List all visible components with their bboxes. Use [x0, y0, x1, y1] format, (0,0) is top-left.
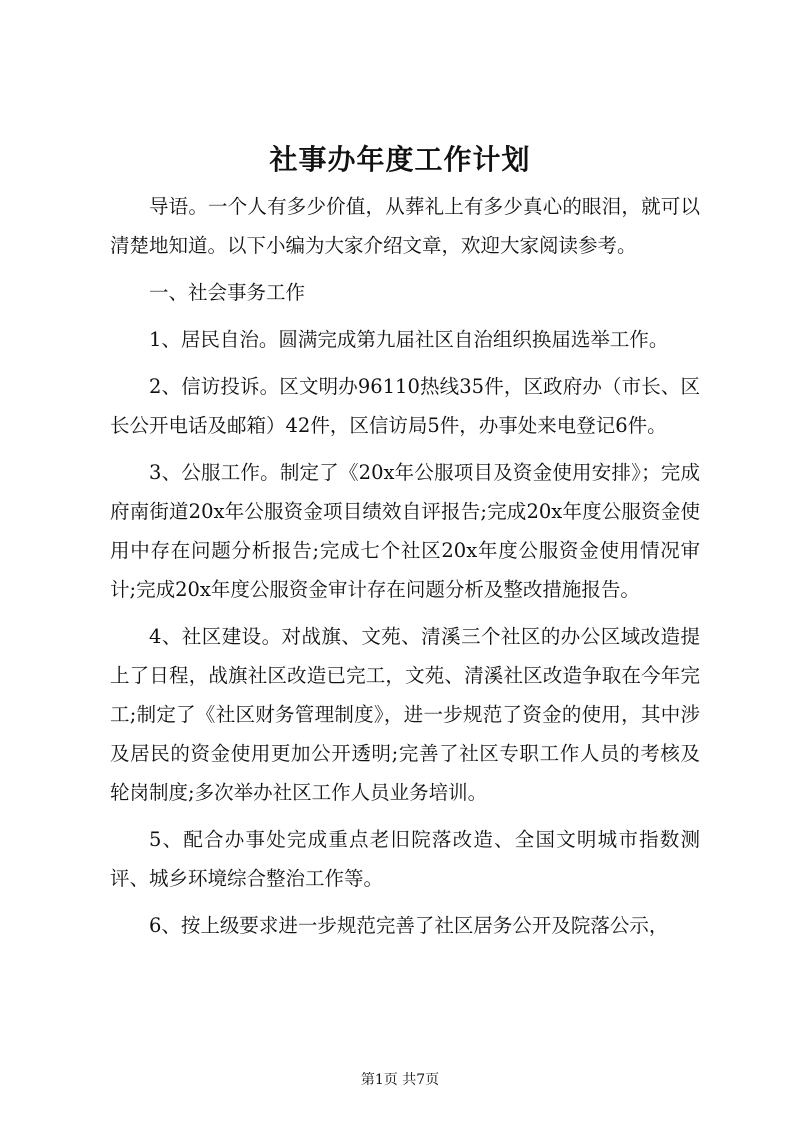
- page-title: 社事办年度工作计划: [269, 143, 531, 176]
- paragraph-item-5: 5、配合办事处完成重点老旧院落改造、全国文明城市指数测评、城乡环境综合整治工作等。: [110, 828, 700, 890]
- section-heading: 一、社会事务工作: [149, 281, 306, 304]
- page-number-footer: 第1页 共7页: [360, 1072, 440, 1088]
- paragraph-item-1: 1、居民自治。圆满完成第九届社区自治组织换届选举工作。: [149, 328, 669, 351]
- document-body: [110, 187, 700, 953]
- paragraph-item-6: 6、按上级要求进一步规范完善了社区居务公开及院落公示，: [149, 914, 669, 937]
- paragraph-item-4: 4、社区建设。对战旗、文苑、清溪三个社区的办公区域改造提上了日程，战旗社区改造已完工，文苑、清溪社区改造争取在今年完工;制定了《社区财务管理制度》，进一步规范了资金的使用，其中涉及居民的资金使用更加公开透明;完善了社区专职工作人员的考核及轮岗制度;多次举办社区工作人员业务培训。: [110, 625, 700, 804]
- paragraph-item-2: 2、信访投诉。区文明办96110热线35件，区政府办（市长、区长公开电话及邮箱）42件，区信访局5件，办事处来电登记6件。: [110, 375, 700, 437]
- paragraph-item-3: 3、公服工作。制定了《20x年公服项目及资金使用安排》；完成府南街道20x年公服资金项目绩效自评报告;完成20x年度公服资金使用中存在问题分析报告;完成七个社区20x年度公服资金使用情况审计;完成20x年度公服资金审计存在问题分析及整改措施报告。: [110, 461, 700, 601]
- intro-paragraph: 导语。一个人有多少价值，从葬礼上有多少真心的眼泪，就可以清楚地知道。以下小编为大家介绍文章，欢迎大家阅读参考。: [110, 195, 700, 257]
